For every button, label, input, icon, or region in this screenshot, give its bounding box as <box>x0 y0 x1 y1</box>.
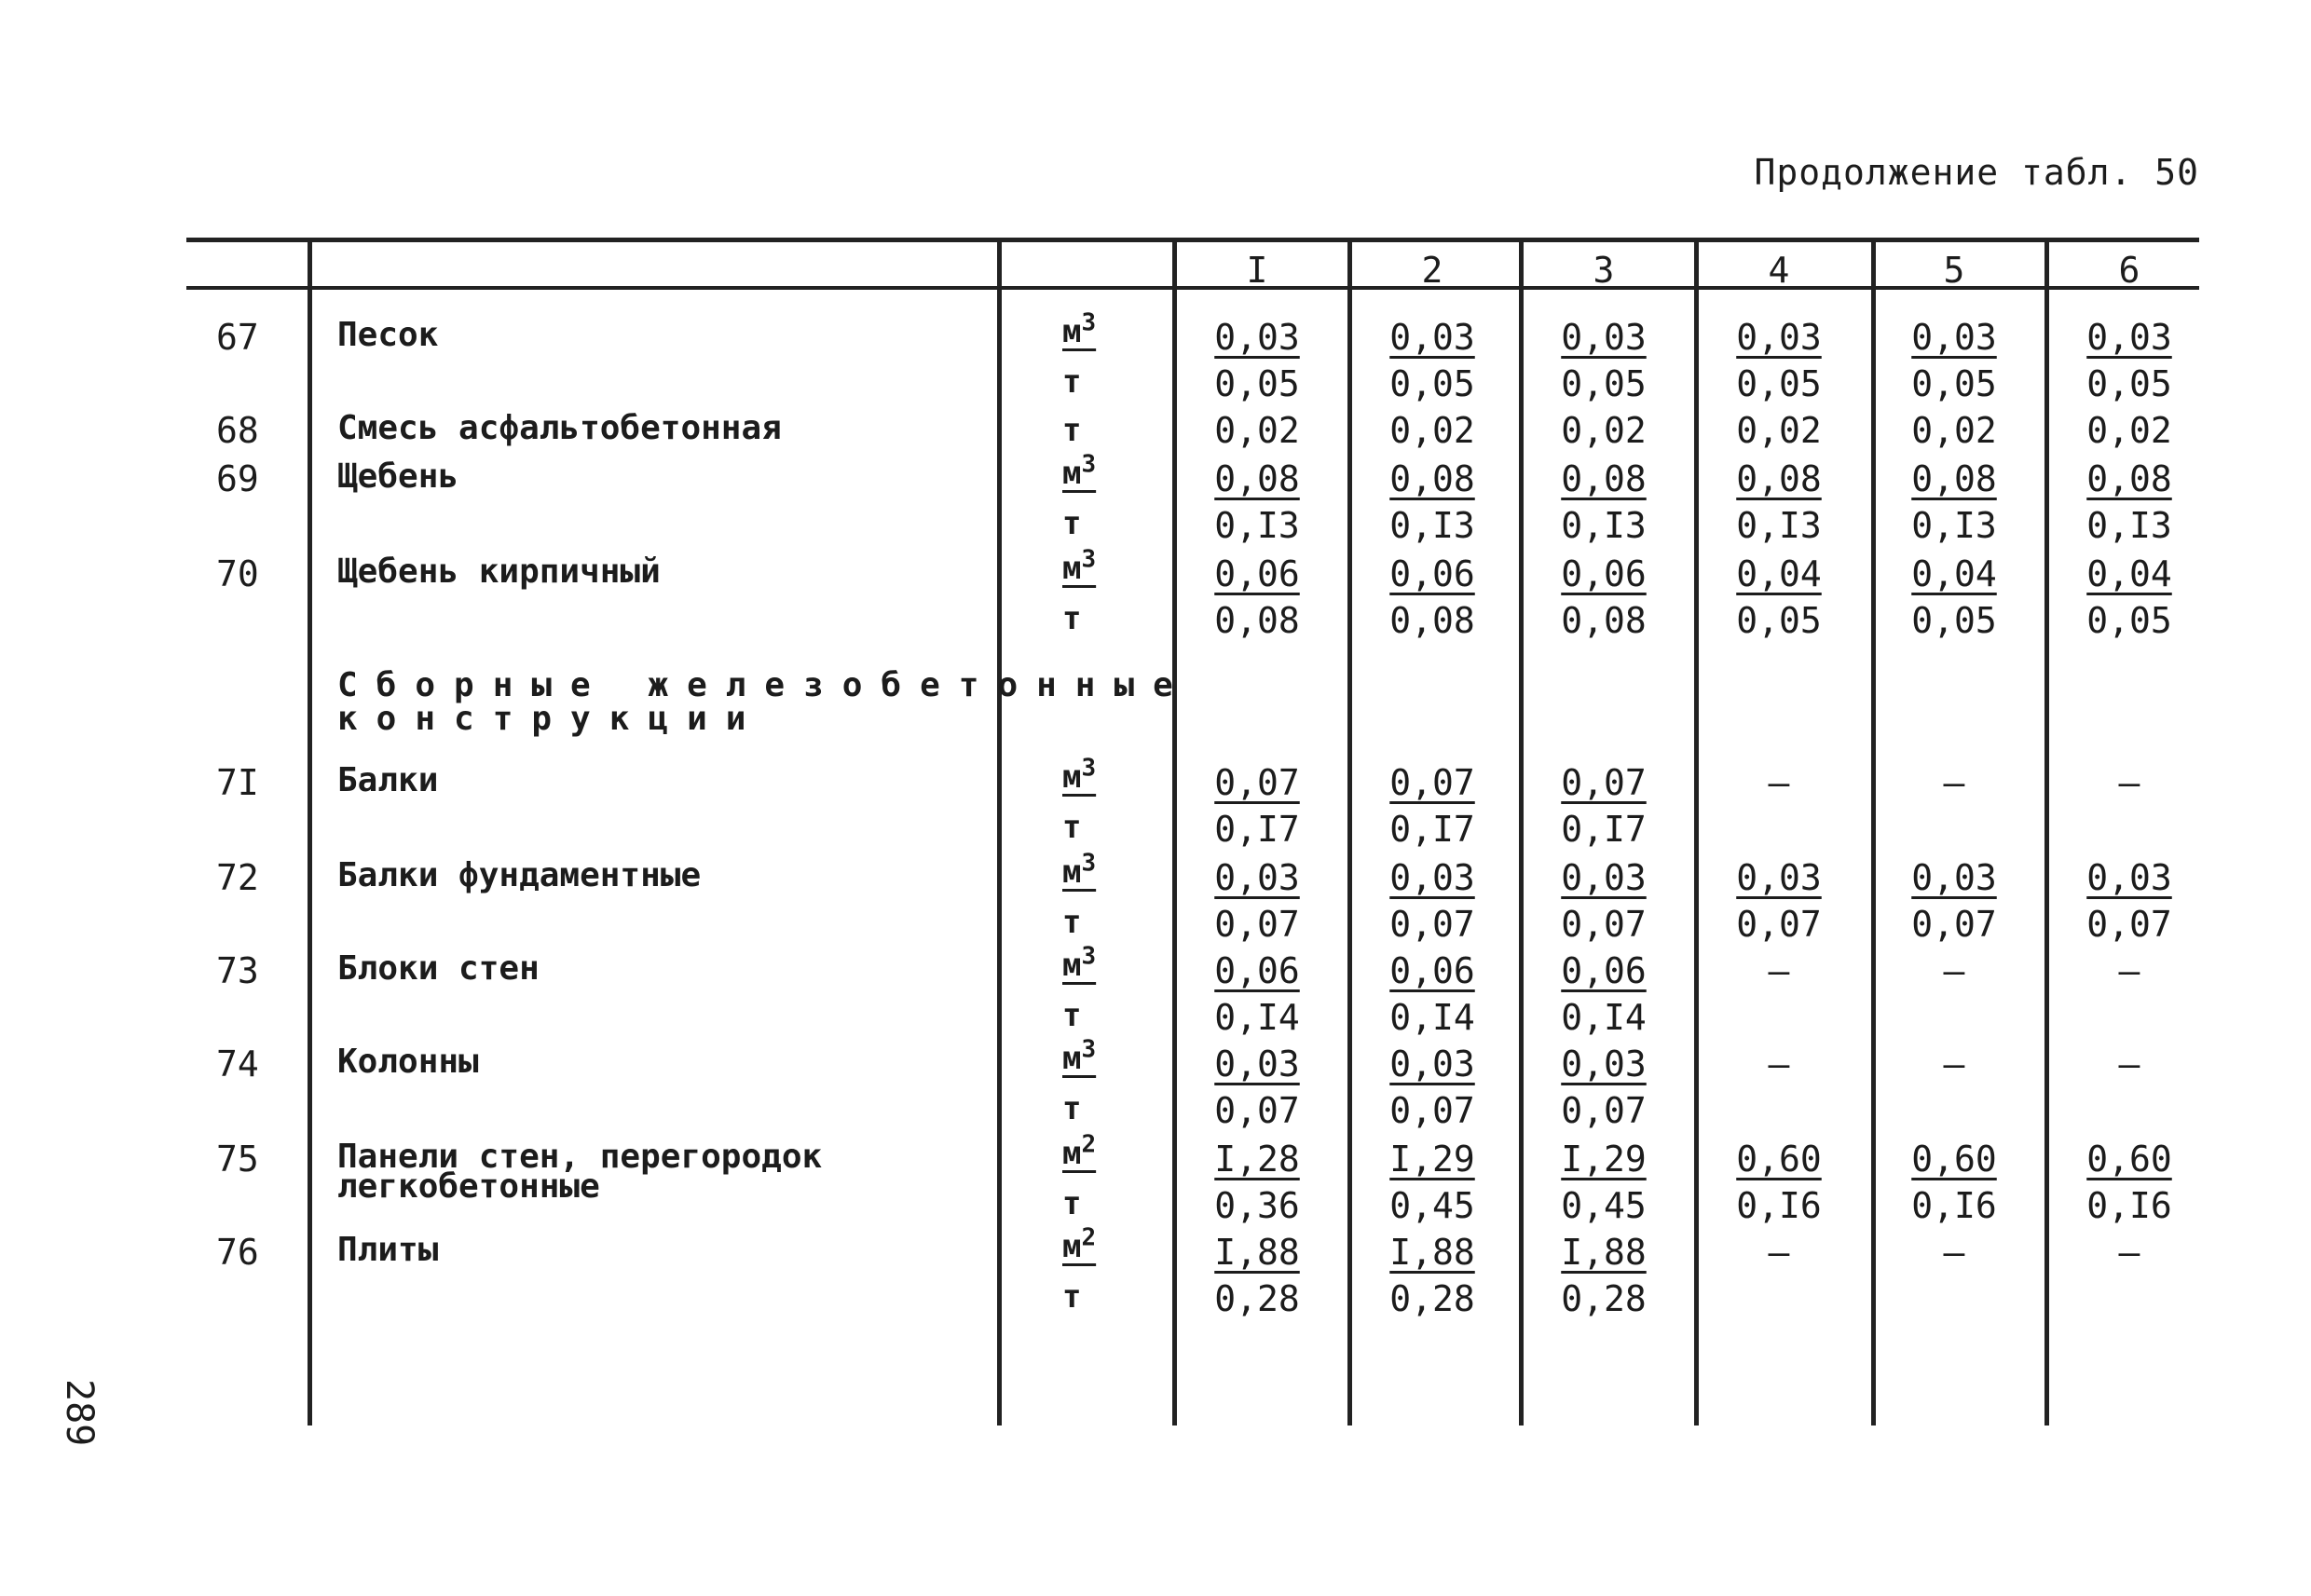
row-name: Щебень <box>337 457 459 496</box>
cell-volume: 0,03 <box>1736 857 1822 898</box>
cell-mass: 0,05 <box>1911 600 1997 641</box>
cell-volume: 0,03 <box>1389 1044 1475 1084</box>
cell-volume: 0,03 <box>1214 1044 1300 1084</box>
cell-mass: 0,36 <box>1214 1185 1300 1226</box>
cell-mass: 0,I6 <box>1911 1185 1997 1226</box>
cell-volume: 0,08 <box>2086 458 2172 499</box>
cell-volume: 0,03 <box>1561 317 1647 358</box>
cell-mass: 0,I7 <box>1389 809 1475 850</box>
cell-volume: 0,08 <box>1561 458 1647 499</box>
cell-mass: 0,07 <box>1911 904 1997 945</box>
cell-volume: I,88 <box>1214 1232 1300 1273</box>
row-number: 69 <box>216 458 259 499</box>
cell-volume: 0,06 <box>1214 950 1300 991</box>
page-number: 289 <box>58 1379 101 1447</box>
cell-volume: 0,04 <box>1736 553 1822 594</box>
col-divider <box>308 238 312 1425</box>
col-header-1: I <box>1246 250 1268 291</box>
row-number: 75 <box>216 1139 259 1180</box>
unit-volume: $м^2$ <box>1062 1131 1097 1173</box>
unit-volume: $м^3$ <box>1062 1036 1097 1078</box>
cell-mass: 0,I4 <box>1389 997 1475 1038</box>
unit-mass: т <box>1062 1090 1082 1127</box>
cell-mass: 0,05 <box>1911 363 1997 404</box>
unit-mass: т <box>1062 600 1082 637</box>
cell-mass: 0,02 <box>1736 410 1822 451</box>
cell-volume: 0,08 <box>1389 458 1475 499</box>
unit-volume: $м^3$ <box>1062 755 1097 797</box>
cell-volume: 0,06 <box>1561 553 1647 594</box>
cell-volume: 0,06 <box>1389 950 1475 991</box>
cell-mass: 0,05 <box>2086 363 2172 404</box>
cell-volume: – <box>1943 950 1965 991</box>
row-name: Плиты <box>337 1231 439 1269</box>
cell-mass: 0,05 <box>1736 363 1822 404</box>
cell-volume: 0,06 <box>1389 553 1475 594</box>
cell-volume: I,29 <box>1389 1139 1475 1180</box>
cell-volume: 0,03 <box>1214 857 1300 898</box>
col-header-3: 3 <box>1593 250 1615 291</box>
unit-mass: т <box>1062 363 1082 401</box>
cell-volume: 0,06 <box>1561 950 1647 991</box>
unit-volume: $м^3$ <box>1062 850 1097 892</box>
cell-mass: 0,I6 <box>1736 1185 1822 1226</box>
cell-mass: 0,02 <box>1561 410 1647 451</box>
row-name: Песок <box>337 316 439 354</box>
unit-mass: т <box>1062 1185 1082 1222</box>
cell-volume: 0,06 <box>1214 553 1300 594</box>
cell-mass: 0,02 <box>1214 410 1300 451</box>
cell-mass: 0,45 <box>1561 1185 1647 1226</box>
cell-mass: 0,28 <box>1561 1278 1647 1319</box>
row-number: 68 <box>216 410 259 451</box>
cell-volume: I,88 <box>1561 1232 1647 1273</box>
cell-volume: 0,03 <box>1911 317 1997 358</box>
unit-volume: $м^3$ <box>1062 943 1097 985</box>
cell-volume: 0,03 <box>1736 317 1822 358</box>
cell-mass: 0,05 <box>1561 363 1647 404</box>
row-name: Щебень кирпичный <box>337 552 661 591</box>
col-header-5: 5 <box>1943 250 1965 291</box>
row-number: 67 <box>216 317 259 358</box>
cell-mass: 0,I3 <box>1911 505 1997 546</box>
cell-mass: 0,I7 <box>1214 809 1300 850</box>
cell-volume: 0,03 <box>2086 857 2172 898</box>
cell-mass: 0,08 <box>1389 600 1475 641</box>
cell-mass: 0,07 <box>1561 1090 1647 1131</box>
section-title-line1: Сборные железобетонные <box>337 666 1192 704</box>
cell-mass: 0,07 <box>1561 904 1647 945</box>
unit-volume: $м^3$ <box>1062 546 1097 588</box>
row-number: 73 <box>216 950 259 991</box>
cell-volume: – <box>1943 1232 1965 1273</box>
cell-volume: I,28 <box>1214 1139 1300 1180</box>
cell-volume: I,88 <box>1389 1232 1475 1273</box>
cell-volume: 0,60 <box>1911 1139 1997 1180</box>
cell-mass: 0,07 <box>1214 1090 1300 1131</box>
cell-volume: 0,04 <box>2086 553 2172 594</box>
unit-mass: т <box>1062 505 1082 542</box>
row-name: Балки <box>337 761 439 799</box>
cell-mass: 0,45 <box>1389 1185 1475 1226</box>
table-continuation-label: Продолжение табл. 50 <box>1754 152 2199 193</box>
unit-mass: т <box>1062 809 1082 846</box>
cell-mass: 0,07 <box>1736 904 1822 945</box>
col-divider <box>997 238 1002 1425</box>
row-name: Панели стен, перегородок <box>337 1138 823 1176</box>
cell-mass: 0,28 <box>1389 1278 1475 1319</box>
cell-mass: 0,I3 <box>2086 505 2172 546</box>
cell-volume: – <box>1943 1044 1965 1084</box>
unit-volume: $м^3$ <box>1062 309 1097 351</box>
cell-volume: 0,08 <box>1214 458 1300 499</box>
cell-volume: – <box>1768 762 1790 803</box>
row-number: 7I <box>216 762 259 803</box>
unit-mass: т <box>1062 412 1082 449</box>
row-name: Балки фундаментные <box>337 856 702 894</box>
cell-volume: – <box>2118 1044 2140 1084</box>
cell-volume: 0,03 <box>2086 317 2172 358</box>
col-header-2: 2 <box>1421 250 1443 291</box>
cell-mass: 0,02 <box>1911 410 1997 451</box>
row-name-line2: легкобетонные <box>337 1167 600 1206</box>
section-title-line2: конструкции <box>337 700 765 738</box>
unit-mass: т <box>1062 904 1082 941</box>
cell-mass: 0,05 <box>2086 600 2172 641</box>
section-title <box>337 666 1192 738</box>
cell-volume: 0,07 <box>1389 762 1475 803</box>
cell-mass: 0,05 <box>1389 363 1475 404</box>
unit-volume: $м^2$ <box>1062 1224 1097 1266</box>
cell-mass: 0,I3 <box>1389 505 1475 546</box>
col-header-6: 6 <box>2118 250 2140 291</box>
cell-mass: 0,07 <box>2086 904 2172 945</box>
row-number: 72 <box>216 857 259 898</box>
cell-volume: – <box>1768 1044 1790 1084</box>
cell-volume: – <box>2118 950 2140 991</box>
cell-mass: 0,08 <box>1561 600 1647 641</box>
cell-volume: 0,03 <box>1214 317 1300 358</box>
cell-volume: – <box>2118 1232 2140 1273</box>
cell-volume: – <box>2118 762 2140 803</box>
row-number: 74 <box>216 1044 259 1084</box>
cell-mass: 0,I3 <box>1561 505 1647 546</box>
row-number: 70 <box>216 553 259 594</box>
cell-volume: 0,03 <box>1911 857 1997 898</box>
cell-mass: 0,07 <box>1389 1090 1475 1131</box>
cell-volume: 0,03 <box>1561 1044 1647 1084</box>
cell-volume: – <box>1943 762 1965 803</box>
row-name: Колонны <box>337 1043 479 1081</box>
cell-mass: 0,I6 <box>2086 1185 2172 1226</box>
cell-volume: 0,08 <box>1911 458 1997 499</box>
row-name: Смесь асфальтобетонная <box>337 409 782 447</box>
cell-mass: 0,02 <box>2086 410 2172 451</box>
cell-volume: 0,08 <box>1736 458 1822 499</box>
row-number: 76 <box>216 1232 259 1273</box>
unit-mass: т <box>1062 1278 1082 1316</box>
cell-mass: 0,I4 <box>1561 997 1647 1038</box>
cell-mass: 0,I3 <box>1214 505 1300 546</box>
cell-volume: – <box>1768 950 1790 991</box>
cell-mass: 0,I7 <box>1561 809 1647 850</box>
cell-volume: 0,03 <box>1389 857 1475 898</box>
unit-mass: т <box>1062 997 1082 1034</box>
cell-mass: 0,07 <box>1389 904 1475 945</box>
cell-mass: 0,08 <box>1214 600 1300 641</box>
cell-mass: 0,I3 <box>1736 505 1822 546</box>
cell-mass: 0,05 <box>1214 363 1300 404</box>
cell-mass: 0,28 <box>1214 1278 1300 1319</box>
cell-mass: 0,I4 <box>1214 997 1300 1038</box>
cell-volume: 0,07 <box>1561 762 1647 803</box>
cell-mass: 0,07 <box>1214 904 1300 945</box>
cell-volume: 0,60 <box>1736 1139 1822 1180</box>
cell-mass: 0,05 <box>1736 600 1822 641</box>
cell-volume: 0,03 <box>1389 317 1475 358</box>
cell-volume: 0,07 <box>1214 762 1300 803</box>
cell-volume: I,29 <box>1561 1139 1647 1180</box>
cell-volume: – <box>1768 1232 1790 1273</box>
cell-volume: 0,04 <box>1911 553 1997 594</box>
row-name: Блоки стен <box>337 949 540 988</box>
cell-volume: 0,60 <box>2086 1139 2172 1180</box>
table-top-rule <box>186 238 2199 242</box>
cell-volume: 0,03 <box>1561 857 1647 898</box>
col-header-4: 4 <box>1768 250 1790 291</box>
unit-volume: $м^3$ <box>1062 451 1097 493</box>
cell-mass: 0,02 <box>1389 410 1475 451</box>
